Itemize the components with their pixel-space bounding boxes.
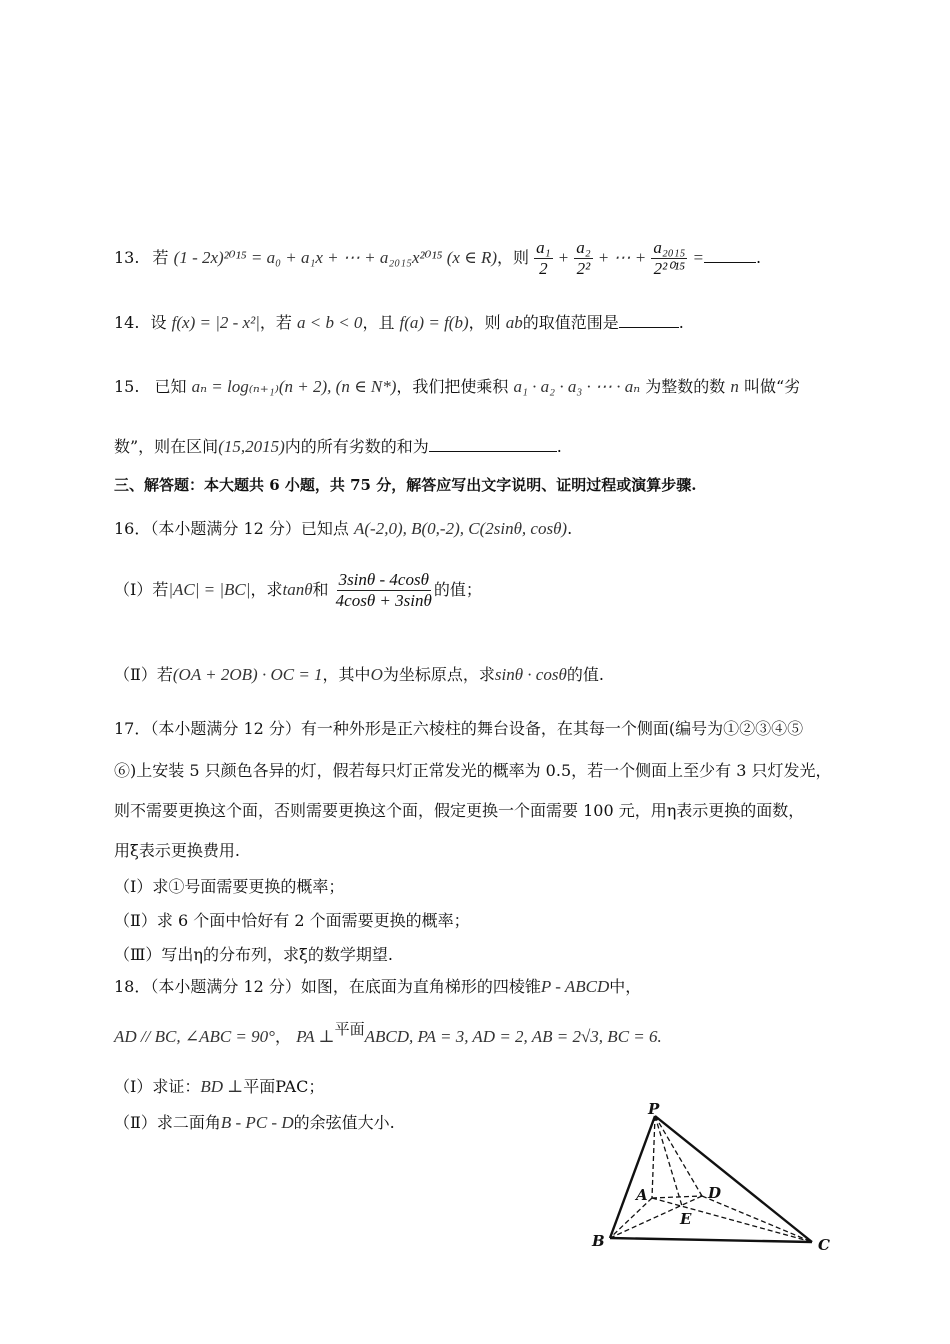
q18-condition-2a: PA ⊥ <box>296 1027 335 1046</box>
edge-PA <box>652 1116 655 1198</box>
q17-part-3: （Ⅲ）写出η的分布列，求ξ的数学期望. <box>114 945 393 964</box>
q14-var: ab <box>505 313 523 332</box>
q16-p2-mid2: 为坐标原点，求 <box>382 665 495 684</box>
q15-answer-blank <box>429 437 557 452</box>
q14-number: 14. <box>114 313 140 332</box>
q18-plane: 平面 <box>334 1020 365 1038</box>
q14-condition-2: f(a) = f(b) <box>399 313 469 332</box>
q14-text-4: 的取值范围是 <box>522 313 619 332</box>
q18-condition-1: AD // BC, ∠ABC = 90° <box>114 1027 275 1046</box>
question-18-conditions <box>114 1020 662 1048</box>
q14-text-3: ，则 <box>468 313 501 332</box>
q13-middle: ，则 <box>497 248 530 267</box>
label-P: P <box>648 1100 660 1118</box>
q18-header: 18．（本小题满分 12 分）如图，在底面为直角梯形的四棱锥 <box>114 977 541 996</box>
q16-p2-mid: ，其中 <box>322 665 371 684</box>
q16-p2-expr: sinθ · cosθ <box>494 665 567 684</box>
q15-interval: (15,2015) <box>218 437 285 456</box>
q16-p1-tan: tanθ <box>282 580 313 599</box>
q15-prefix: 已知 <box>154 377 187 396</box>
question-13: 13. 若 (1 - 2x)²⁰¹⁵ = a₀ + a₁x + ⋯ + a₂₀₁₅x²⁰¹⁵ (x ∈ R)，则 $\frac{\text{a₁}}{2}$ + $\frac{\text{a₂}}{\text{2²}}$ + ⋯ + $\frac{\text{a₂₀₁₅}}{\text{2²⁰¹⁵}}$ = . <box>114 238 762 278</box>
question-18-part-2 <box>114 1112 395 1134</box>
edge-BC <box>610 1238 812 1242</box>
question-14 <box>114 312 684 334</box>
q14-prefix: 设 <box>150 313 167 332</box>
q16-p1-mid: ，求 <box>250 580 283 599</box>
q16-p2-origin: O <box>370 665 383 684</box>
q13-fraction-1: $\frac{\text{a₁}}{2}$ <box>536 238 551 278</box>
q18-p1-expr: BD ⊥ <box>200 1077 244 1096</box>
q18-p2-end: 的余弦值大小. <box>293 1113 395 1132</box>
q13-equals: = <box>692 248 705 267</box>
edge-AD <box>652 1196 702 1198</box>
question-15-line-2 <box>114 436 562 458</box>
q16-p1-end: 的值； <box>433 580 482 599</box>
q17-part-2: （Ⅱ）求 6 个面中恰好有 2 个面需要更换的概率； <box>114 911 470 930</box>
q15-n: n <box>730 377 739 396</box>
q13-prefix: 若 <box>152 248 169 267</box>
label-B: B <box>592 1232 605 1250</box>
edge-DC <box>702 1196 812 1242</box>
q17-line-1: 17．（本小题满分 12 分）有一种外形是正六棱柱的舞台设备，在其每一个侧面(编号为①②③④⑤ <box>114 719 804 738</box>
q13-fraction-2: $\frac{\text{a₂}}{\text{2²}}$ <box>576 238 591 278</box>
label-A: A <box>636 1186 648 1204</box>
q15-number: 15. <box>114 377 140 396</box>
question-16-part-2 <box>114 664 604 686</box>
q16-points: A(-2,0), B(0,-2), C(2sinθ, cosθ) <box>354 519 568 538</box>
pyramid-figure <box>590 1100 840 1260</box>
q17-line-2: ⑥)上安装 5 只颜色各异的灯，假若每只灯正常发光的概率为 0.5，若一个侧面上至少有 3 只灯发光， <box>114 761 832 780</box>
q16-p1-fraction: $\frac{3\sin\theta - 4\cos\theta}{4\cos\theta + 3\sin\theta}$ <box>335 570 432 610</box>
q13-end: . <box>756 248 762 267</box>
q15-end: . <box>556 437 562 456</box>
edge-AC <box>652 1198 812 1242</box>
label-D: D <box>708 1184 722 1202</box>
question-18-part-1 <box>114 1076 324 1098</box>
label-C: C <box>818 1236 830 1254</box>
q13-fraction-3: $\frac{\text{a₂₀₁₅}}{\text{2²⁰¹⁵}}$ <box>653 238 686 278</box>
edge-PB <box>610 1116 655 1238</box>
q15-line2-b: 内的所有劣数的和为 <box>284 437 429 456</box>
q16-p1-condition: |AC| = |BC| <box>168 580 251 599</box>
q13-answer-blank <box>704 248 756 263</box>
q14-text-2: ，且 <box>362 313 395 332</box>
q14-condition: a < b < 0 <box>296 313 363 332</box>
q16-p2-condition: (OA + 2OB) · OC = 1 <box>172 665 323 684</box>
q17-part-1: （Ⅰ）求①号面需要更换的概率； <box>114 877 345 896</box>
q14-end: . <box>678 313 684 332</box>
section-3-heading: 三、解答题：本大题共 6 小题，共 75 分，解答应写出文字说明、证明过程或演算步骤. <box>114 476 697 494</box>
question-15 <box>114 376 800 398</box>
q14-answer-blank <box>619 313 679 328</box>
q15-text-1: ，我们把使乘积 <box>396 377 509 396</box>
q18-p1-end: 平面PAC； <box>243 1077 325 1096</box>
label-E: E <box>680 1210 692 1228</box>
q13-number: 13. <box>114 248 140 267</box>
q17-line-3: 则不需要更换这个面，否则需要更换这个面，假定更换一个面需要 100 元，用η表示更换的面数， <box>114 801 805 820</box>
question-16 <box>114 518 572 540</box>
question-16-part-1 <box>114 570 482 611</box>
q16-p1-and: 和 <box>312 580 329 599</box>
q18-header-end: 中， <box>609 977 642 996</box>
q18-condition-2b: ABCD, PA = 3, AD = 2, AB = 2√3, BC = 6. <box>364 1027 662 1046</box>
q16-p2-end: 的值. <box>566 665 604 684</box>
edge-PE <box>655 1116 682 1206</box>
q14-function: f(x) = |2 - x²| <box>171 313 260 332</box>
q18-p2-label: （Ⅱ）求二面角 <box>114 1113 221 1132</box>
q15-text-2: 为整数的数 <box>645 377 726 396</box>
q18-pyramid: P - ABCD <box>540 977 610 996</box>
q15-line2-a: 数”，则在区间 <box>114 437 219 456</box>
q13-plus-dots: + ⋯ + <box>597 248 647 267</box>
q15-product: a₁ · a₂ · a₃ · ⋯ · aₙ <box>513 377 641 396</box>
q16-end: . <box>567 519 573 538</box>
q17-line-4: 用ξ表示更换费用. <box>114 841 240 860</box>
q15-text-3: 叫做“劣 <box>743 377 801 396</box>
edge-PD <box>655 1116 702 1196</box>
q18-comma: ， <box>274 1027 291 1046</box>
q16-header: 16．（本小题满分 12 分）已知点 <box>114 519 349 538</box>
q18-p2-expr: B - PC - D <box>220 1113 294 1132</box>
q16-p1-label: （Ⅰ）若 <box>114 580 169 599</box>
q14-text-1: ，若 <box>259 313 292 332</box>
question-18 <box>114 976 641 998</box>
q16-p2-label: （Ⅱ）若 <box>114 665 173 684</box>
q13-expansion: (1 - 2x)²⁰¹⁵ = a₀ + a₁x + ⋯ + a₂₀₁₅x²⁰¹⁵ (x ∈ R) <box>173 248 498 267</box>
edge-PC <box>655 1116 812 1242</box>
q15-definition: aₙ = log₍ₙ₊₁₎(n + 2), (n ∈ N*) <box>191 377 397 396</box>
q18-p1-label: （Ⅰ）求证： <box>114 1077 201 1096</box>
